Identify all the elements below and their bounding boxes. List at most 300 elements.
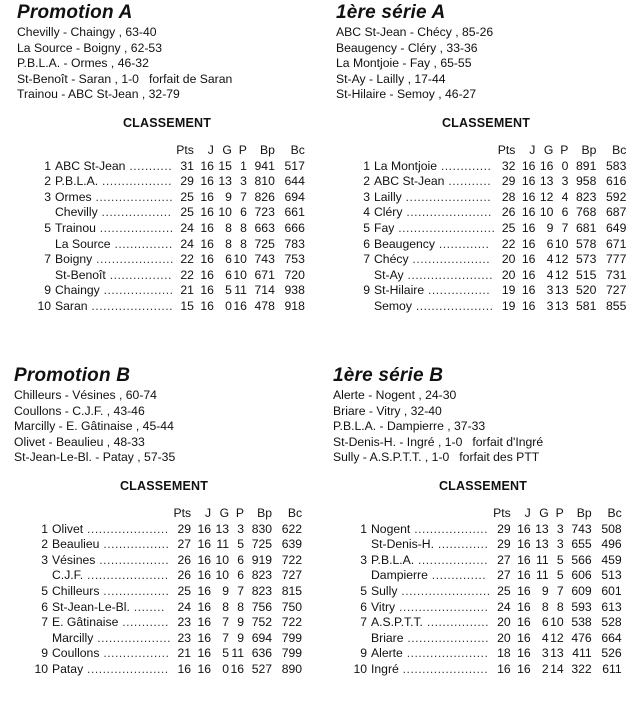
stat-bp: 681: [576, 220, 597, 235]
stat-p: 8: [556, 599, 564, 614]
match-result: [336, 25, 636, 41]
stat-pts: 21: [177, 646, 192, 661]
match-result: [17, 56, 317, 72]
stat-bp: 573: [576, 252, 597, 267]
team-name: Beaugency: [374, 236, 435, 251]
stat-j: 16: [517, 661, 531, 676]
team-name-cell: [52, 568, 171, 584]
standings-row: [34, 584, 302, 600]
team-name: Dampierre: [371, 568, 428, 583]
stat-g: 10: [218, 205, 232, 220]
stat-bc: 727: [281, 568, 303, 583]
dot-leader: ....................: [91, 189, 174, 204]
standings-table: [356, 143, 626, 315]
standings-row: [353, 522, 622, 538]
classement-heading: CLASSEMENT: [441, 115, 531, 130]
stat-j: 16: [521, 267, 536, 282]
stat-bc: 644: [284, 174, 305, 189]
stat-g: 15: [218, 158, 232, 173]
standings-row: [353, 662, 622, 678]
team-name: P.B.L.A.: [371, 552, 415, 567]
match-score: St-Hilaire - Semoy , 46-27: [336, 87, 477, 102]
stat-j: 16: [197, 521, 212, 536]
standings-row: [356, 237, 626, 253]
stat-g: 4: [546, 252, 554, 267]
team-name-cell: [371, 646, 491, 662]
stat-pts: 25: [180, 189, 194, 204]
match-score: St-Denis-H. - Ingré , 1-0: [333, 434, 463, 449]
match-result: [333, 435, 633, 451]
stat-j: 16: [517, 537, 531, 552]
stat-bc: 613: [601, 599, 622, 614]
stat-pts: 25: [497, 583, 511, 598]
stat-bp: 891: [576, 158, 597, 173]
rank: 7: [360, 615, 367, 630]
header-team-blank: [52, 506, 171, 522]
dot-leader: ..................: [99, 283, 174, 298]
stat-j: 16: [521, 220, 536, 235]
match-result: [336, 41, 636, 57]
dot-leader: .........................: [394, 220, 496, 235]
team-name-cell: [371, 568, 491, 584]
stat-j: 16: [197, 583, 212, 598]
stat-p: 14: [550, 661, 564, 676]
rank: [353, 568, 371, 584]
stat-p: 7: [237, 583, 245, 598]
col-header-p: P: [555, 505, 564, 520]
stat-pts: 27: [177, 537, 192, 552]
col-header-j: J: [524, 505, 531, 520]
stat-p: 16: [233, 298, 247, 313]
team-name: C.J.F.: [52, 568, 84, 583]
stat-bp: 478: [254, 298, 275, 313]
team-name-cell: [55, 237, 174, 253]
stat-bp: 527: [251, 661, 273, 676]
stat-bc: 601: [601, 583, 622, 598]
dot-leader: ................: [422, 615, 490, 630]
stat-pts: 22: [180, 267, 194, 282]
stat-bc: 459: [601, 552, 622, 567]
stat-pts: 18: [497, 646, 511, 661]
dot-leader: ....................: [408, 252, 491, 267]
standings-row: [356, 283, 626, 299]
stat-pts: 15: [180, 298, 194, 313]
team-name-cell: [371, 537, 491, 553]
team-name: St-Hilaire: [374, 283, 425, 298]
team-name-cell: [374, 252, 495, 268]
stat-p: 5: [556, 552, 564, 567]
stat-g: 6: [225, 252, 232, 267]
col-header-j: J: [204, 505, 212, 520]
team-name-cell: [371, 615, 491, 631]
standings-row: [353, 584, 622, 600]
stat-j: 16: [200, 189, 214, 204]
stat-p: 8: [240, 236, 247, 251]
match-result: [14, 388, 314, 404]
stat-j: 16: [200, 236, 214, 251]
stat-pts: 25: [180, 205, 194, 220]
col-header-pts: Pts: [497, 142, 516, 157]
team-name-cell: [371, 662, 491, 678]
dot-leader: ...........: [125, 158, 173, 173]
team-name: Chilleurs: [52, 583, 100, 598]
rank: 10: [37, 298, 51, 313]
stat-pts: 24: [497, 599, 511, 614]
stat-j: 16: [200, 205, 214, 220]
stat-bp: 958: [576, 174, 597, 189]
standings-row: [37, 268, 305, 284]
team-name-cell: [52, 662, 171, 678]
stat-g: 0: [225, 298, 232, 313]
standings-row: [37, 159, 305, 175]
stat-g: 11: [536, 568, 549, 583]
stat-pts: 20: [501, 267, 516, 282]
team-name-cell: [55, 221, 174, 237]
stat-g: 13: [535, 521, 549, 536]
match-result: [333, 450, 633, 466]
rank: [353, 537, 371, 553]
stat-j: 16: [517, 599, 531, 614]
standings-row: [356, 205, 626, 221]
stat-bc: 664: [601, 630, 622, 645]
dot-leader: .............: [433, 537, 489, 552]
team-name: Boigny: [55, 252, 93, 267]
col-header-bc: Bc: [607, 505, 622, 520]
stat-g: 5: [225, 283, 232, 298]
team-name-cell: [371, 553, 491, 569]
team-name: Ingré: [371, 661, 399, 676]
match-result: [333, 404, 633, 420]
team-name-cell: [52, 584, 171, 600]
standings-header-row: [37, 143, 305, 159]
dot-leader: ........: [129, 599, 165, 614]
team-name-cell: [374, 268, 495, 284]
stat-pts: 27: [497, 552, 511, 567]
rank: 4: [363, 205, 370, 220]
stat-bc: 694: [284, 189, 305, 204]
stat-pts: 24: [180, 220, 194, 235]
match-score: Marcilly - E. Gâtinaise , 45-44: [14, 419, 174, 434]
stat-p: 5: [237, 537, 245, 552]
stat-p: 12: [554, 252, 569, 267]
team-name: Vitry: [371, 599, 396, 614]
stat-g: 9: [222, 583, 230, 598]
team-name-cell: [371, 600, 491, 616]
standings-row: [37, 190, 305, 206]
stat-g: 6: [225, 267, 232, 282]
team-name: ABC St-Jean: [374, 174, 445, 189]
rank: [37, 268, 55, 284]
stat-g: 0: [222, 661, 230, 676]
stat-p: 10: [233, 267, 247, 282]
match-result: [336, 56, 636, 72]
stat-j: 16: [517, 630, 531, 645]
team-name: Chaingy: [55, 283, 100, 298]
section-title: 1ère série A: [336, 2, 446, 23]
team-name: Ormes: [55, 189, 92, 204]
stat-bp: 723: [254, 205, 275, 220]
stat-pts: 19: [501, 298, 516, 313]
dot-leader: ................: [424, 283, 491, 298]
section-1ere-serie-a: [336, 2, 636, 315]
stat-bc: 731: [606, 267, 627, 282]
dot-leader: ...............: [110, 236, 173, 251]
dot-leader: ......................: [398, 661, 489, 676]
stat-bp: 515: [576, 267, 597, 282]
stat-bp: 476: [571, 630, 592, 645]
stat-p: 8: [240, 220, 247, 235]
standings-row: [34, 646, 302, 662]
stat-bp: 919: [251, 552, 273, 567]
stat-bc: 639: [281, 537, 303, 552]
col-header-g: G: [543, 142, 554, 157]
team-name-cell: [55, 299, 174, 315]
stat-bp: 411: [572, 646, 592, 661]
section-title: 1ère série B: [333, 365, 444, 386]
stat-g: 4: [546, 267, 554, 282]
stat-j: 16: [517, 646, 531, 661]
classement-heading: CLASSEMENT: [122, 115, 212, 130]
standings-header-row: [356, 143, 626, 159]
classement-heading: CLASSEMENT: [119, 478, 209, 493]
dot-leader: .............: [435, 236, 490, 251]
stat-bc: 799: [281, 646, 303, 661]
stat-j: 16: [200, 158, 214, 173]
match-result: [14, 435, 314, 451]
rank: [37, 237, 55, 253]
col-header-bc: Bc: [290, 142, 305, 157]
stat-p: 9: [237, 615, 245, 630]
standings-row: [34, 615, 302, 631]
rank: [37, 205, 55, 221]
col-header-bp: Bp: [259, 142, 275, 157]
results-list: [336, 25, 636, 103]
stat-bc: 783: [284, 236, 305, 251]
team-name: Nogent: [371, 521, 411, 536]
team-name-cell: [52, 553, 171, 569]
stat-pts: 22: [180, 252, 194, 267]
rank: 7: [44, 252, 51, 267]
stat-bc: 938: [284, 283, 305, 298]
stat-j: 16: [197, 661, 212, 676]
stat-g: 2: [541, 661, 549, 676]
match-score: St-Jean-Le-Bl. - Patay , 57-35: [14, 450, 176, 465]
stat-pts: 29: [177, 521, 192, 536]
team-name-cell: [55, 205, 174, 221]
standings-row: [34, 522, 302, 538]
stat-j: 16: [200, 267, 214, 282]
rank: 5: [44, 220, 51, 235]
stat-bc: 661: [284, 205, 305, 220]
dot-leader: .....................: [87, 298, 174, 313]
match-result: [17, 87, 317, 103]
stat-bp: 823: [576, 189, 597, 204]
stat-bc: 611: [602, 661, 622, 676]
rank: 1: [41, 521, 48, 536]
stat-pts: 29: [497, 537, 511, 552]
stat-p: 10: [233, 252, 247, 267]
stat-p: 10: [550, 615, 564, 630]
stat-bp: 725: [254, 236, 275, 251]
match-result: [17, 41, 317, 57]
dot-leader: ...................: [95, 220, 174, 235]
standings-row: [34, 568, 302, 584]
stat-j: 16: [521, 158, 536, 173]
stat-pts: 31: [180, 158, 194, 173]
rank: 6: [360, 599, 367, 614]
stat-j: 16: [521, 189, 536, 204]
dot-leader: ..............: [427, 568, 487, 583]
stat-bp: 636: [251, 646, 273, 661]
stat-pts: 19: [501, 283, 516, 298]
section-title: Promotion A: [17, 2, 133, 23]
stat-pts: 32: [501, 158, 516, 173]
match-score: Beaugency - Cléry , 33-36: [336, 40, 478, 55]
team-name: St-Jean-Le-Bl.: [52, 599, 130, 614]
match-result: [336, 72, 636, 88]
rank: [34, 568, 52, 584]
dot-leader: ......................: [402, 205, 492, 220]
match-score: P.B.L.A. - Dampierre , 37-33: [333, 419, 486, 434]
dot-leader: ..................: [98, 174, 172, 189]
stat-g: 5: [222, 646, 230, 661]
stat-j: 16: [197, 537, 212, 552]
dot-leader: ..................: [414, 552, 488, 567]
stat-bc: 622: [281, 521, 303, 536]
stat-g: 13: [215, 521, 230, 536]
stat-bp: 606: [571, 568, 592, 583]
stat-pts: 24: [180, 236, 194, 251]
col-header-bp: Bp: [576, 505, 592, 520]
stat-p: 6: [237, 552, 245, 567]
team-name-cell: [52, 600, 171, 616]
standings-row: [34, 662, 302, 678]
team-name-cell: [374, 283, 495, 299]
standings-header-row: [34, 506, 302, 522]
stat-p: 11: [234, 283, 247, 298]
team-name-cell: [55, 190, 174, 206]
dot-leader: ............: [118, 615, 169, 630]
dot-leader: .....................: [83, 661, 169, 676]
col-header-p: P: [560, 142, 569, 157]
rank: 3: [44, 189, 51, 204]
stat-p: 7: [240, 189, 247, 204]
team-name-cell: [374, 205, 495, 221]
match-score: Chevilly - Chaingy , 63-40: [17, 25, 157, 39]
dot-leader: ....................: [411, 298, 494, 313]
team-name-cell: [374, 299, 495, 315]
stat-p: 12: [554, 267, 569, 282]
stat-bc: 750: [281, 599, 303, 614]
stat-pts: 20: [501, 252, 516, 267]
standings-row: [356, 174, 626, 190]
standings-row: [34, 631, 302, 647]
stat-bp: 538: [571, 615, 592, 630]
standings-row: [353, 615, 622, 631]
stat-p: 5: [556, 568, 564, 583]
match-score: Sully - A.S.P.T.T. , 1-0: [333, 450, 450, 465]
rank: 10: [353, 661, 367, 676]
rank: 7: [363, 252, 370, 267]
match-score: Olivet - Beaulieu , 48-33: [14, 434, 145, 449]
col-header-p: P: [235, 505, 245, 520]
standings-table: [353, 506, 622, 678]
stat-bc: 666: [284, 220, 305, 235]
stat-g: 9: [546, 220, 554, 235]
match-score: Coullons - C.J.F. , 43-46: [14, 403, 145, 418]
rank: [356, 268, 374, 284]
match-result: [14, 419, 314, 435]
stat-p: 7: [556, 583, 564, 598]
forfeit-note: forfait de Saran: [148, 71, 233, 86]
team-name-cell: [374, 221, 495, 237]
rank: 9: [363, 283, 370, 298]
team-name: La Source: [55, 236, 111, 251]
stat-bc: 513: [601, 568, 622, 583]
header-rank-blank: [34, 506, 52, 522]
stat-p: 13: [554, 283, 569, 298]
rank: 2: [41, 537, 48, 552]
dot-leader: ......................: [403, 267, 493, 282]
match-result: [14, 450, 314, 466]
team-name: P.B.L.A.: [55, 174, 99, 189]
stat-bc: 508: [601, 521, 622, 536]
match-score: P.B.L.A. - Ormes , 46-32: [17, 56, 149, 71]
dot-leader: .......................: [397, 583, 491, 598]
stat-pts: 26: [501, 205, 516, 220]
rank: [356, 299, 374, 315]
stat-j: 16: [521, 283, 536, 298]
header-team-blank: [374, 143, 495, 159]
standings-row: [353, 537, 622, 553]
stat-g: 6: [546, 236, 554, 251]
rank: [34, 631, 52, 647]
stat-p: 3: [556, 521, 564, 536]
header-team-blank: [55, 143, 174, 159]
results-list: [14, 388, 314, 466]
stat-g: 13: [535, 537, 549, 552]
stat-pts: 22: [501, 236, 516, 251]
stat-p: 13: [554, 298, 569, 313]
stat-p: 13: [550, 646, 564, 661]
col-header-g: G: [219, 505, 230, 520]
stat-pts: 29: [497, 521, 511, 536]
stat-j: 16: [517, 568, 531, 583]
stat-bc: 592: [606, 189, 627, 204]
dot-leader: .......................: [395, 599, 489, 614]
stat-g: 8: [225, 220, 232, 235]
team-name-cell: [374, 190, 495, 206]
stat-g: 3: [546, 298, 554, 313]
team-name-cell: [52, 615, 171, 631]
team-name: St-Benoît: [55, 267, 106, 282]
stat-p: 3: [237, 521, 245, 536]
col-header-pts: Pts: [176, 142, 194, 157]
stat-pts: 20: [497, 630, 511, 645]
team-name: E. Gâtinaise: [52, 615, 119, 630]
stat-bp: 593: [571, 599, 592, 614]
stat-pts: 25: [177, 583, 192, 598]
stat-bc: 799: [281, 630, 303, 645]
standings-table: [37, 143, 305, 315]
stat-bc: 720: [284, 267, 305, 282]
stat-bp: 725: [251, 537, 273, 552]
stat-bc: 855: [606, 298, 627, 313]
dot-leader: .................: [99, 537, 170, 552]
team-name: Cléry: [374, 205, 403, 220]
team-name-cell: [55, 159, 174, 175]
stat-j: 16: [517, 615, 531, 630]
